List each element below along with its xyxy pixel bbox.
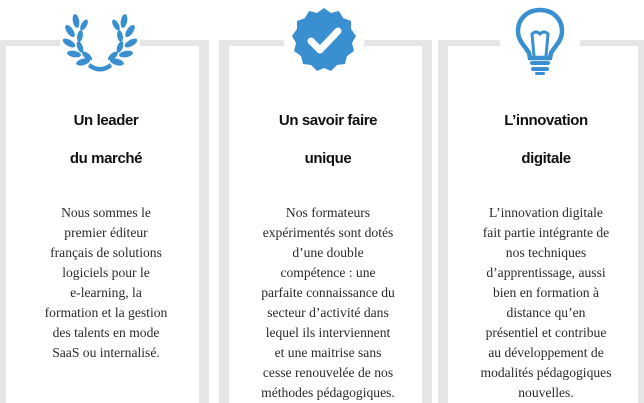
lightbulb-icon — [500, 0, 580, 80]
card-body-line: formation et la gestion — [44, 305, 168, 320]
card-body-line: Nous sommes le — [61, 205, 151, 220]
card-body-line: cesse renouvelée de nos — [262, 365, 394, 380]
card-savoir-faire — [236, 92, 420, 403]
card-body-line: expérimentés sont dotés — [262, 225, 394, 240]
card-title-line: Un leader — [73, 112, 139, 129]
card-body-line: SaaS ou internalisé. — [52, 345, 160, 360]
card-innovation — [458, 92, 634, 403]
card-body-line: bien en formation à — [492, 285, 600, 300]
card-body-line: nouvelles. — [518, 385, 574, 400]
card-body — [236, 203, 420, 403]
verified-badge-icon — [284, 0, 364, 80]
card-body-line: présentiel et contribue — [485, 325, 607, 340]
card-body-line: nos techniques — [505, 245, 587, 260]
card-body-line: parfaite connaissance du — [261, 285, 395, 300]
card-body-line: méthodes pédagogiques. — [261, 385, 395, 400]
card-title-line: Un savoir faire — [278, 112, 378, 129]
card-body-line: d’une double — [292, 245, 364, 260]
card-body-line: compétence : une — [280, 265, 376, 280]
card-title — [18, 92, 194, 187]
card-title-line: digitale — [521, 150, 571, 167]
card-body — [18, 203, 194, 363]
card-body-line: Nos formateurs — [285, 205, 371, 220]
card-body-line: logiciels pour le — [62, 265, 150, 280]
card-title-line: unique — [304, 150, 352, 167]
card-body-line: L’innovation digitale — [489, 205, 603, 220]
card-title-line: du marché — [69, 150, 143, 167]
card-body-line: d’apprentissage, aussi — [486, 265, 606, 280]
card-body-line: secteur d’activité dans — [267, 305, 389, 320]
card-body-line: au développement de — [488, 345, 604, 360]
card-body-line: modalités pédagogiques — [480, 365, 612, 380]
card-body — [458, 203, 634, 403]
card-title-line: L’innovation — [504, 112, 588, 129]
card-body-line: distance qu’en — [506, 305, 586, 320]
card-body-line: et une maitrise sans — [274, 345, 382, 360]
card-body-line: lequel ils interviennent — [265, 325, 391, 340]
card-body-line: français de solutions — [50, 245, 162, 260]
card-title — [458, 92, 634, 187]
card-title — [236, 92, 420, 187]
laurel-wreath-icon — [60, 0, 140, 80]
card-leader — [18, 92, 194, 363]
card-body-line: premier éditeur — [64, 225, 148, 240]
card-body-line: fait partie intégrante de — [482, 225, 610, 240]
card-body-line: des talents en mode — [52, 325, 160, 340]
card-body-line: e-learning, la — [70, 285, 142, 300]
